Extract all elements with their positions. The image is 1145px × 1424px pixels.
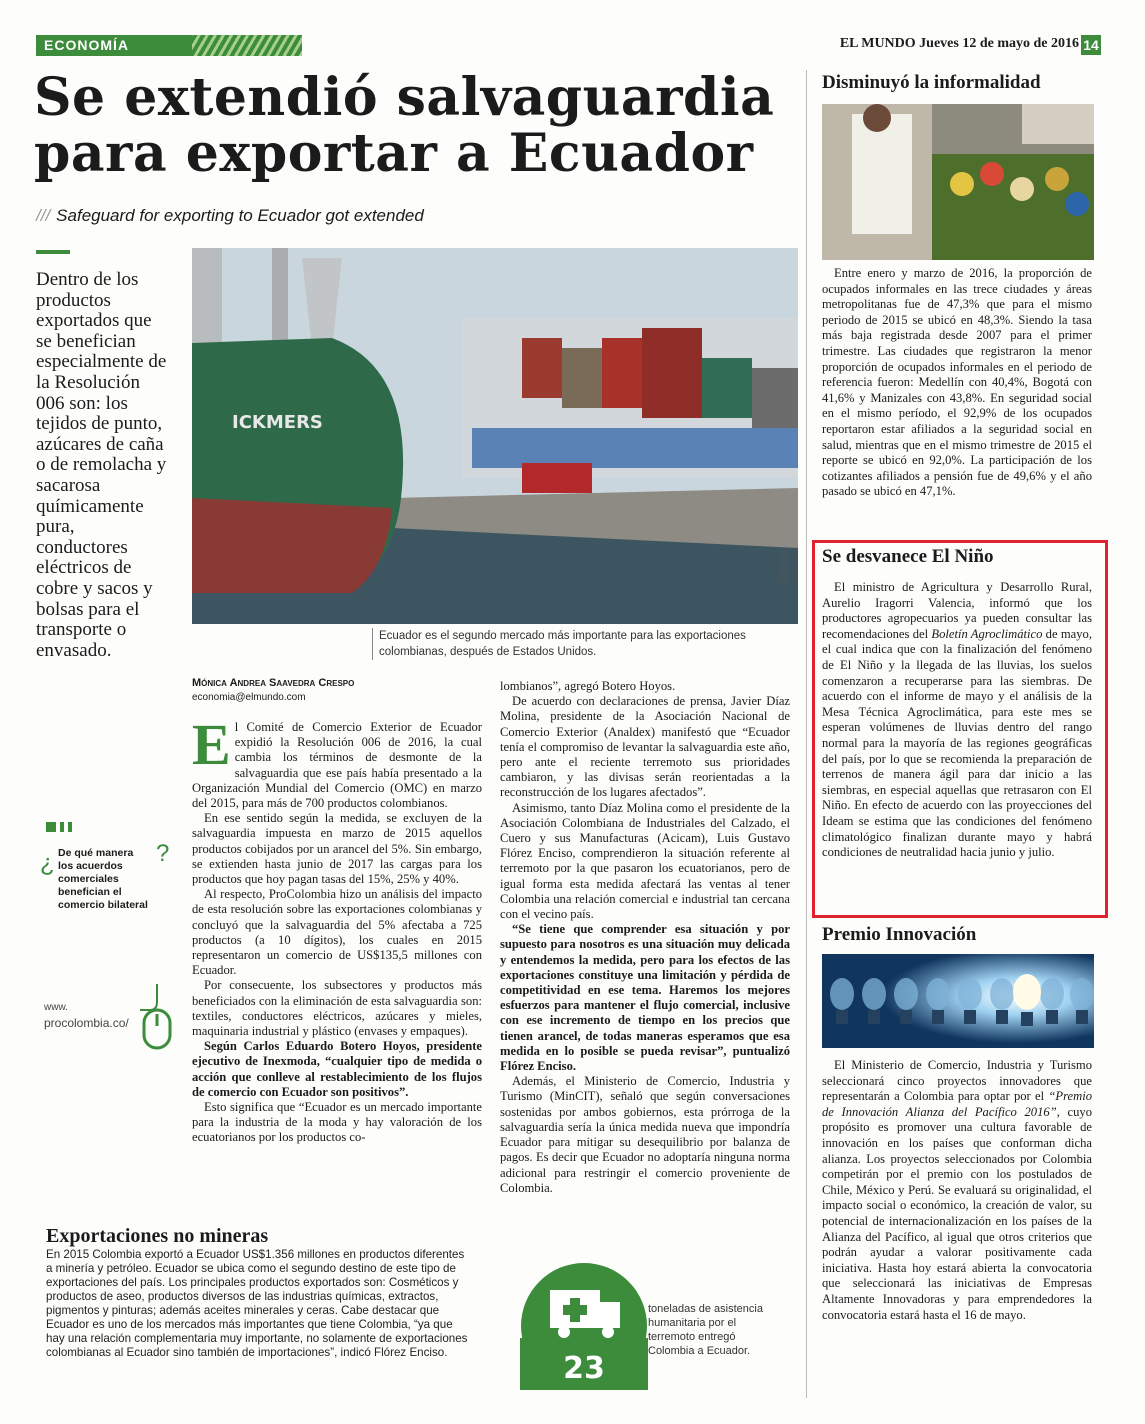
headline-line-1: Se extendió salvaguardia — [34, 67, 775, 128]
dropcap: E — [192, 712, 231, 777]
port-ship-illustration — [192, 248, 798, 624]
paragraph: Además, el Ministerio de Comercio, Industria y Turismo (MinCIT), señaló que según conversaciones sostenidas por ambos gobiernos, esta prórroga de la salvaguardia sería la única medida nueva que impondría Ecuador para mitigar su desequilibrio por balanza de pagos. Es decir que Ecuador no adoptaría ninguna norma adicional para restringir el comercio proveniente de Colombia. — [500, 1074, 790, 1195]
byline-email: economia@elmundo.com — [192, 692, 306, 703]
page-number: 14 — [1081, 35, 1101, 55]
paragraph: Asimismo, tanto Díaz Molina como el presidente de la Asociación Colombiana de Industriales del Calzado, el Cuero y sus Manufacturas (Acicam), Luis Gustavo Flórez Enciso, comprendieron la situación referente al terremoto por la que pasaron los ecuatorianos, pero de igual forma esta medida afectará las ventas al tener Colombia una relación comercial e industrial tan cercana con el vecino país. — [500, 800, 790, 922]
premio-text — [822, 1058, 1092, 1323]
column-divider — [806, 70, 807, 1398]
informalidad-title: Disminuyó la informalidad — [822, 72, 1041, 93]
nino-text-a: El ministro de Agricultura y Desarrollo Rural, Aurelio Iragorri Valencia, informó que los productores agropecuarios ya pueden consultar las recomendaciones del — [822, 580, 1092, 641]
lead-paragraph: Dentro de los productos exportados que se benefician especialmente de la Resolución 006 son: los tejidos de punto, azúcares de caña o de remolacha y sacarosa químicamente pura, conductores eléctricos de cobre y sacos y bolsas para el transporte o envasado. — [36, 269, 167, 661]
photo-credit: Cortesía — [778, 549, 788, 584]
section-label: ECONOMÍA — [44, 37, 129, 53]
masthead: EL MUNDO Jueves 12 de mayo de 2016 — [839, 36, 1079, 51]
paragraph: De acuerdo con declaraciones de prensa, Javier Díaz Molina, presidente de la Asociación Nacional de Comercio Exterior (Analdex) manifestó que “Ecuador tenía el compromiso de levantar la salvaguardia este año, pero ante el reciente terremoto sus prioridades cambiaron, y las divisas serán reorientadas a la reconstrucción de los lugares afectados”. — [500, 694, 790, 800]
paragraph: Esto significa que “Ecuador es un mercado importante para la industria de la moda y hay valoración de los ecuatorianos por los productos co- — [192, 1100, 482, 1145]
exports-text: En 2015 Colombia exportó a Ecuador US$1.356 millones en productos diferentes a minería y petróleo. Ecuador se ubica como el segundo destino de este tipo de exportaciones del país. Los principales productos exportados son: Cosméticos y productos de aseo, productos diversos de las industrias químicas, extractos, pigmentos y pinturas; además aceites minerales y ceras. Cabe destacar que Ecuador es uno de los mercados más importantes que tiene Colombia, “ya que hay una relación complementaria muy importante, no solamente de exportaciones colombianas al Ecuador sino también de importaciones”, indicó Flórez Enciso. — [46, 1248, 468, 1359]
headline — [34, 67, 794, 184]
lead-rule — [36, 250, 70, 254]
aside-bars-icon — [46, 822, 86, 832]
photo-caption: Ecuador es el segundo mercado más importante para las exportaciones colombianas, después de Estados Unidos. — [372, 628, 799, 660]
aside-www: www. — [44, 1002, 68, 1013]
computer-mouse-icon — [140, 980, 174, 1050]
paragraph: Al respecto, ProColombia hizo un análisis del impacto de esta resolución sobre las exportaciones colombianas y concluyó que la salvaguardia del 5% afectaba a 725 productos (a 10 dígitos), los cuales en 2015 representaron un comercio de US$135,5 millones con Ecuador. — [192, 887, 482, 978]
question-mark-icon: ? — [156, 840, 170, 867]
nino-text — [822, 580, 1092, 861]
paragraph: En ese sentido según la medida, se excluyen de la salvaguardia impuesta en marzo de 2015 aquellos productos cobijados por un arancel del 5%. Sin embargo, se extienden hasta junio de 2017 las cargas para los productos que hoy pagan tasas del 15%, 25% y 40%. — [192, 811, 482, 887]
exports-title: Exportaciones no mineras — [46, 1225, 269, 1247]
paragraph: Según Carlos Eduardo Botero Hoyos, presidente ejecutivo de Inexmoda, “cualquier tipo de medida o acción que conlleve al restablecimiento de los flujos de comercio con Ecuador son positivos”. — [192, 1039, 482, 1099]
paragraph: lombianos”, agregó Botero Hoyos. — [500, 679, 676, 693]
section-bar — [36, 35, 302, 56]
lightbulbs-photo — [822, 954, 1094, 1048]
paragraph: l Comité de Comercio Exterior de Ecuador expidió la Resolución 006 de 2016, la cual cambia los términos de desmonte de la salvaguardia que ese país había presentado a la Organización Mundial del Comercio (OMC) en marzo del 2015, para más de 700 productos colombianos. — [192, 720, 482, 811]
headline-line-2: para exportar a Ecuador — [34, 123, 754, 184]
subheadline — [36, 206, 424, 226]
infographic-badge — [520, 1262, 648, 1390]
nino-text-b: de mayo, el cual indica que con la finalización del fenómeno de El Niño y la llegada de las lluvias, los suelos comenzaron a recuperarse para las siembras. De acuerdo con el informe de mayo y el análisis de la Mesa Técnica Agroclimática, para este mes se esperan volúmenes de lluvias dentro del rango normal para la mayoría de las regiones geográficas del país, por lo que se recomienda la preparación de terrenos de manera ágil para dar inicio a las siembras, en especial aquellas que retrasaron con El Niño. En efecto de acuerdo con las proyecciones del Ideam se estima que las condiciones del fenómeno climatológico finalizan durante mayo y habrá condiciones de neutralidad hacia junio y julio. — [822, 626, 1092, 860]
market-photo — [822, 104, 1094, 260]
quote-paragraph: “Se tiene que comprender esa situación y por supuesto para nosotros es una situación muy delicada y entendemos la medida, pero para los efectos de las exportaciones constituye una limitación y pérdida de competitividad en ese tema. Haremos los mejores esfuerzos para mantener el flujo comercial, inclusive con ese incremento de tiempo en los precios que tienen arancel, de todas maneras esperamos que esa medida en lo posible se pueda revisar”, puntualizó Flórez Enciso. — [500, 922, 790, 1074]
section-hatch — [192, 35, 302, 56]
premio-text-italic: “Premio de Innovación Alianza del Pacífico 2016” — [822, 1089, 1092, 1119]
informalidad-text: Entre enero y marzo de 2016, la proporción de ocupados informales en las trece ciudades y áreas metropolitanas fue de 47,3% que para el mismo periodo de 2015 se ubicó en 48,3%. Siendo la tasa más baja registrada desde 2007 para el primer trimestre. Las ciudades que registraron la menor proporción de ocupados informales en el periodo de referencia fueron: Medellín con 40,4%, Bogotá con 41,6% y Manizales con 43,8%. En seguridad social en el mismo período, el 92,9% de los ocupados reportaron estar afiliados a la seguridad social en salud, mientras que en el mismo trimestre de 2015 el reporte se ubicó en 92,0%. La participación de los cotizantes afiliados a pensión fue de 49,6% y el año pasado se ubicó en 47,1%. — [822, 266, 1092, 499]
aside-question: De qué manera los acuerdos comerciales benefician el comercio bilateral — [58, 847, 148, 911]
hull-lettering: ICKMERS — [232, 412, 323, 433]
premio-title: Premio Innovación — [822, 924, 977, 945]
nino-title: Se desvanece El Niño — [822, 546, 994, 567]
premio-text-a: El Ministerio de Comercio, Industria y Turismo seleccionará cinco proyectos innovadores que representarán a Colombia para optar por el — [822, 1058, 1092, 1104]
infographic-number: 23 — [563, 1351, 605, 1386]
byline: Mónica Andrea Saavedra Crespo — [192, 677, 355, 689]
article-column-2 — [500, 679, 790, 1196]
subhead-slashes: /// — [36, 206, 51, 225]
nino-text-italic: Boletín Agroclimático — [931, 626, 1043, 641]
subhead-text: Safeguard for exporting to Ecuador got extended — [56, 206, 424, 225]
main-photo — [192, 248, 798, 624]
infographic-text: toneladas de asistencia humanitaria por el terremoto entregó Colombia a Ecuador. — [648, 1303, 763, 1357]
aside-url[interactable]: procolombia.co/ — [44, 1016, 129, 1030]
article-column-1 — [192, 712, 482, 1146]
question-mark-icon: ¿ — [40, 850, 55, 877]
paragraph: Por consecuente, los subsectores y productos más beneficiados con la eliminación de esta salvaguardia son: textiles, conductores eléctricos, azúcares y mieles, maquinaria industrial y plástico (envases y empaques). — [192, 978, 482, 1039]
premio-text-b: , cuyo propósito es promover una cultura favorable de innovación en los países que conforman dicha alianza. Los proyectos seleccionados por Colombia competirán por el premio con los postulados de Chile, México y Perú. Se evaluará su originalidad, el impacto social o económico, la creación de valor, su potencial de internacionalización en los países de la Alianza del Pacífico, al igual que otros criterios que podrán ayudar a valorar positivamente cada iniciativa. Hasta hoy estará abierta la convocatoria que seleccionará las iniciativas de Empresas Altamente Innovadoras y para emprendedores la convocatoria estará hasta el 16 de mayo. — [822, 1104, 1093, 1322]
